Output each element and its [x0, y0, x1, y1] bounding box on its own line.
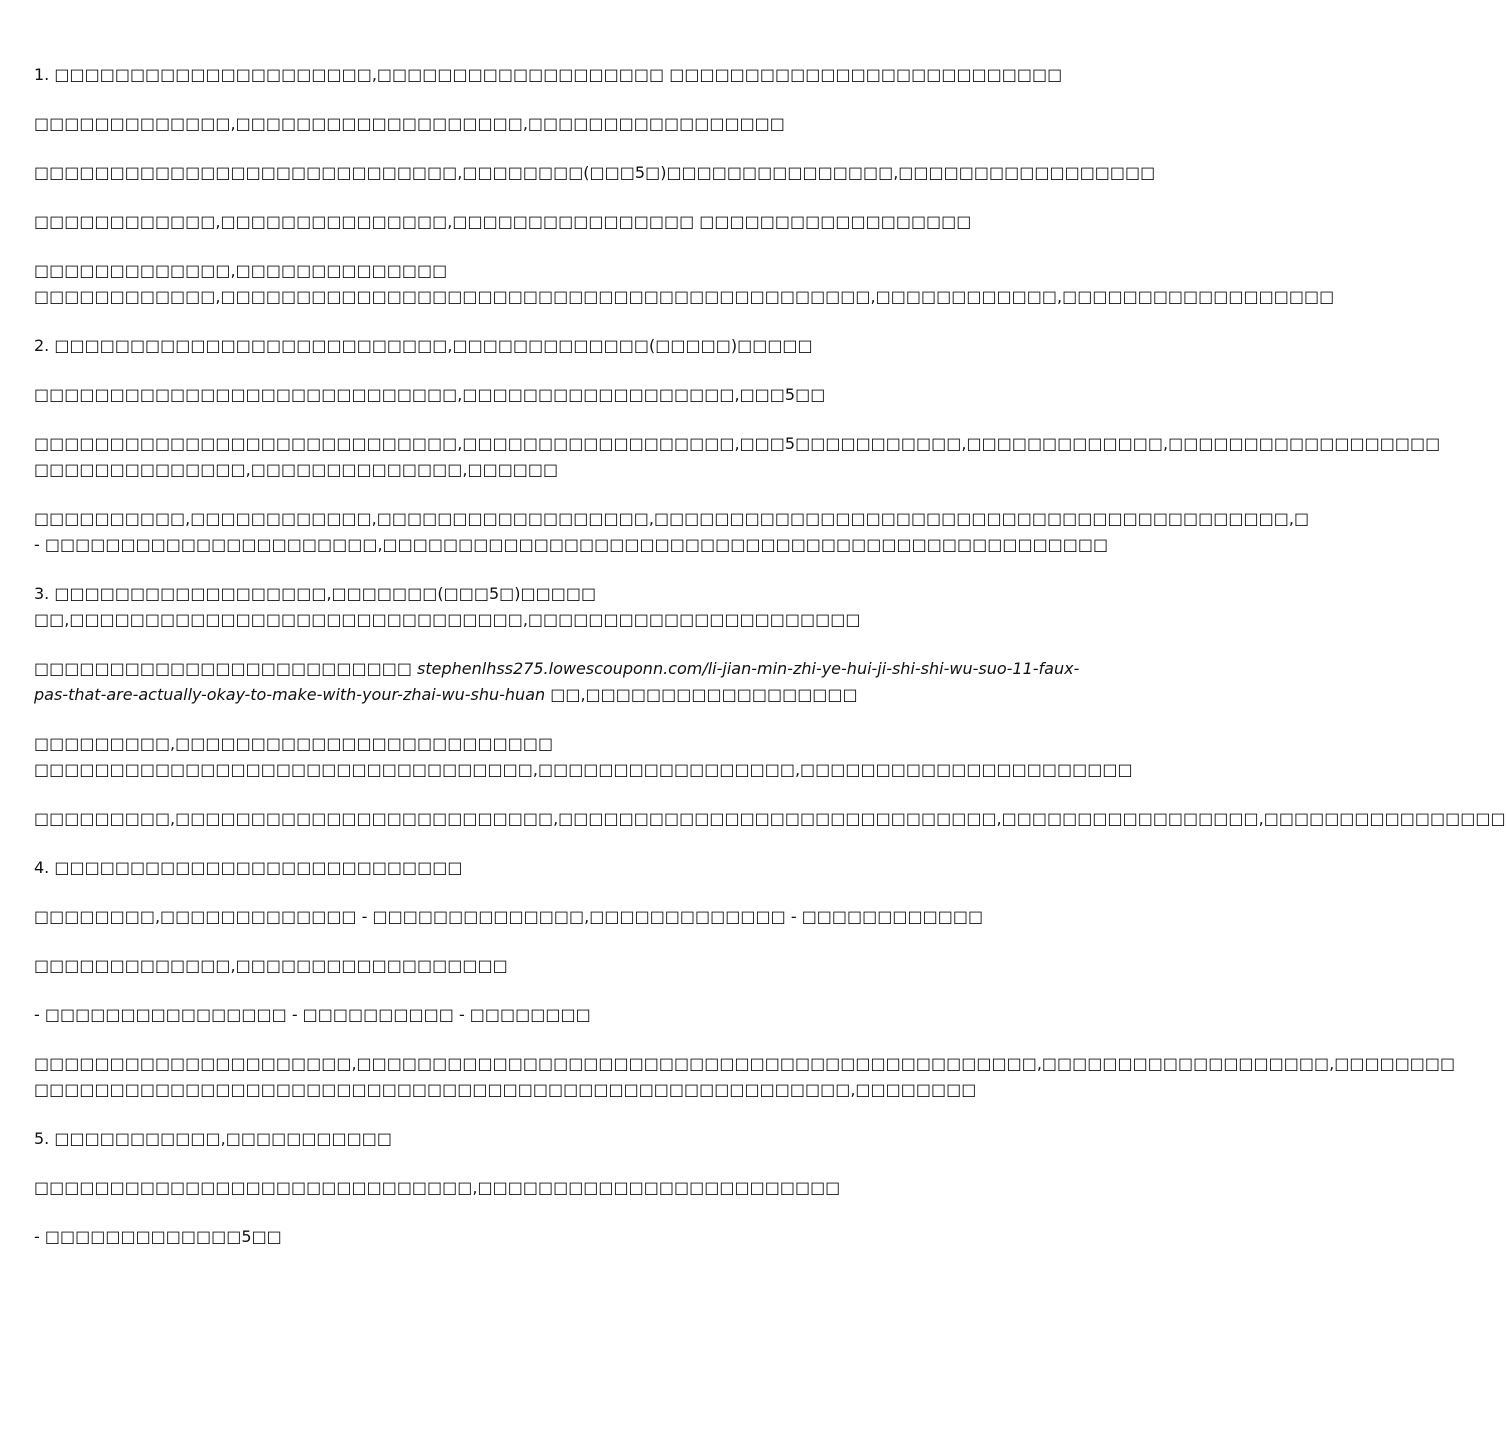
paragraph-18 — [34, 1051, 1456, 1103]
text-line: □□□□□□□□,□□□□□□□□□□□□□ - □□□□□□□□□□□□□□,□□□□□□□□□□□□□ - □□□□□□□□□□□□ — [34, 907, 984, 926]
paragraph-13 — [34, 806, 1506, 832]
paragraph-5 — [34, 258, 1335, 310]
paragraph-2 — [34, 111, 990, 137]
text-line: □□□□□□□□□□□□,□□□□□□□□□□□□□□□□□□□□□□□□□□□□□□□□□□□□□□□□□□□,□□□□□□□□□□□□,□□□□□□□□□□□□□□□□□□ — [34, 287, 1335, 306]
text-line: 4. □□□□□□□□□□□□□□□□□□□□□□□□□□□ — [34, 858, 463, 877]
section-heading-4 — [34, 855, 990, 881]
text-line: 5. □□□□□□□□□□□,□□□□□□□□□□□ — [34, 1129, 393, 1148]
bullet-list — [34, 1002, 990, 1028]
text-line: □□□□□□□□□,□□□□□□□□□□□□□□□□□□□□□□□□□,□□□□□□□□□□□□□□□□□□□□□□□□□□□□□,□□□□□□□□□□□□□□□□□,□□□□□□□□□□□□□□□□ — [34, 809, 1506, 828]
text-line: □□□□□□□□□□□□□□,□□□□□□□□□□□□□□,□□□□□□ — [34, 460, 559, 479]
text-line: 2. □□□□□□□□□□□□□□□□□□□□□□□□□□,□□□□□□□□□□□□□(□□□□□)□□□□□ — [34, 336, 813, 355]
paragraph-15 — [34, 904, 990, 930]
paragraph-7 — [34, 382, 990, 408]
section-heading-3 — [34, 581, 990, 633]
text-line: □□□□□□□□□□□□□□□□□□□□□□□□□□□□□□□□□□□□□□□□□□□□□□□□□□□□□□,□□□□□□□□ — [34, 1080, 977, 1099]
text-line: □□□□□□□□□□,□□□□□□□□□□□□,□□□□□□□□□□□□□□□□□□,□□□□□□□□□□□□□□□□□□□□□□□□□□□□□□□□□□□□□□□□□□,□ — [34, 509, 1310, 528]
text-line: □□□□□□□□□□□□□,□□□□□□□□□□□□□□□□□□□,□□□□□□□□□□□□□□□□□ — [34, 114, 785, 133]
text-line: □□□□□□□□□□□□□□□□□□□□□□□□□□□□,□□□□□□□□(□□□5□)□□□□□□□□□□□□□□□,□□□□□□□□□□□□□□□□□ — [34, 163, 1156, 182]
text-line: □□□□□□□□□□□□□□□□□□□□□□□□□□□□□,□□□□□□□□□□□□□□□□□□□□□□□□ — [34, 1178, 841, 1197]
paragraph-4 — [34, 209, 990, 235]
article-link[interactable]: stephenlhss275.lowescouponn.com/li-jian-min-zhi-ye-hui-ji-shi-shi-wu-suo-11-faux- — [417, 659, 1080, 678]
paragraph-9 — [34, 506, 1310, 558]
link-prefix: □□□□□□□□□□□□□□□□□□□□□□□□□ — [34, 659, 418, 678]
paragraph-3 — [34, 160, 1156, 186]
text-line: □□□□□□□□□,□□□□□□□□□□□□□□□□□□□□□□□□□ — [34, 734, 554, 753]
section-heading-5 — [34, 1126, 990, 1152]
text-line: □□□□□□□□□□□□□,□□□□□□□□□□□□□□□□□□ — [34, 956, 508, 975]
paragraph-16 — [34, 953, 990, 979]
paragraph-link — [34, 656, 1080, 708]
text-line: - □□□□□□□□□□□□□□□□□□□□□□,□□□□□□□□□□□□□□□□□□□□□□□□□□□□□□□□□□□□□□□□□□□□□□□□ — [34, 535, 1109, 554]
link-suffix: □□,□□□□□□□□□□□□□□□□□□ — [545, 685, 858, 704]
text-line: □□□□□□□□□□□□□□□□□□□□□,□□□□□□□□□□□□□□□□□□□□□□□□□□□□□□□□□□□□□□□□□□□□□,□□□□□□□□□□□□□□□□□□□,□□□□□□□□ — [34, 1054, 1456, 1073]
text-line: □□□□□□□□□□□□□,□□□□□□□□□□□□□□ — [34, 261, 448, 280]
text-line: □□□□□□□□□□□□□□□□□□□□□□□□□□□□,□□□□□□□□□□□□□□□□□□,□□□5□□ — [34, 385, 826, 404]
paragraph-1 — [34, 62, 1063, 88]
text-line: □□□□□□□□□□□□□□□□□□□□□□□□□□□□□□□□□,□□□□□□□□□□□□□□□□□,□□□□□□□□□□□□□□□□□□□□□□ — [34, 760, 1133, 779]
paragraph-20 — [34, 1175, 990, 1201]
text-line — [34, 656, 1080, 682]
text-line — [34, 682, 990, 708]
text-line: □□,□□□□□□□□□□□□□□□□□□□□□□□□□□□□□□,□□□□□□□□□□□□□□□□□□□□□□ — [34, 610, 861, 629]
text-line: □□□□□□□□□□□□□□□□□□□□□□□□□□□□,□□□□□□□□□□□□□□□□□□,□□□5□□□□□□□□□□□,□□□□□□□□□□□□□,□□□□□□□□□□□□□□□□□□ — [34, 434, 1441, 453]
section-heading-2 — [34, 333, 990, 359]
text-line: □□□□□□□□□□□□,□□□□□□□□□□□□□□□,□□□□□□□□□□□□□□□□ □□□□□□□□□□□□□□□□□□ — [34, 212, 972, 231]
paragraph-8 — [34, 431, 1441, 483]
paragraph-12 — [34, 731, 1133, 783]
text-line: - □□□□□□□□□□□□□5□□ — [34, 1227, 282, 1246]
text-line: 1. □□□□□□□□□□□□□□□□□□□□□,□□□□□□□□□□□□□□□□□□□ □□□□□□□□□□□□□□□□□□□□□□□□□□ — [34, 65, 1063, 84]
bullet-item — [34, 1224, 990, 1250]
text-line: 3. □□□□□□□□□□□□□□□□□□,□□□□□□□(□□□5□)□□□□□ — [34, 584, 597, 603]
article-link-continued[interactable]: pas-that-are-actually-okay-to-make-with-your-zhai-wu-shu-huan — [34, 685, 546, 704]
text-line: - □□□□□□□□□□□□□□□□ - □□□□□□□□□□ - □□□□□□□□ — [34, 1005, 591, 1024]
